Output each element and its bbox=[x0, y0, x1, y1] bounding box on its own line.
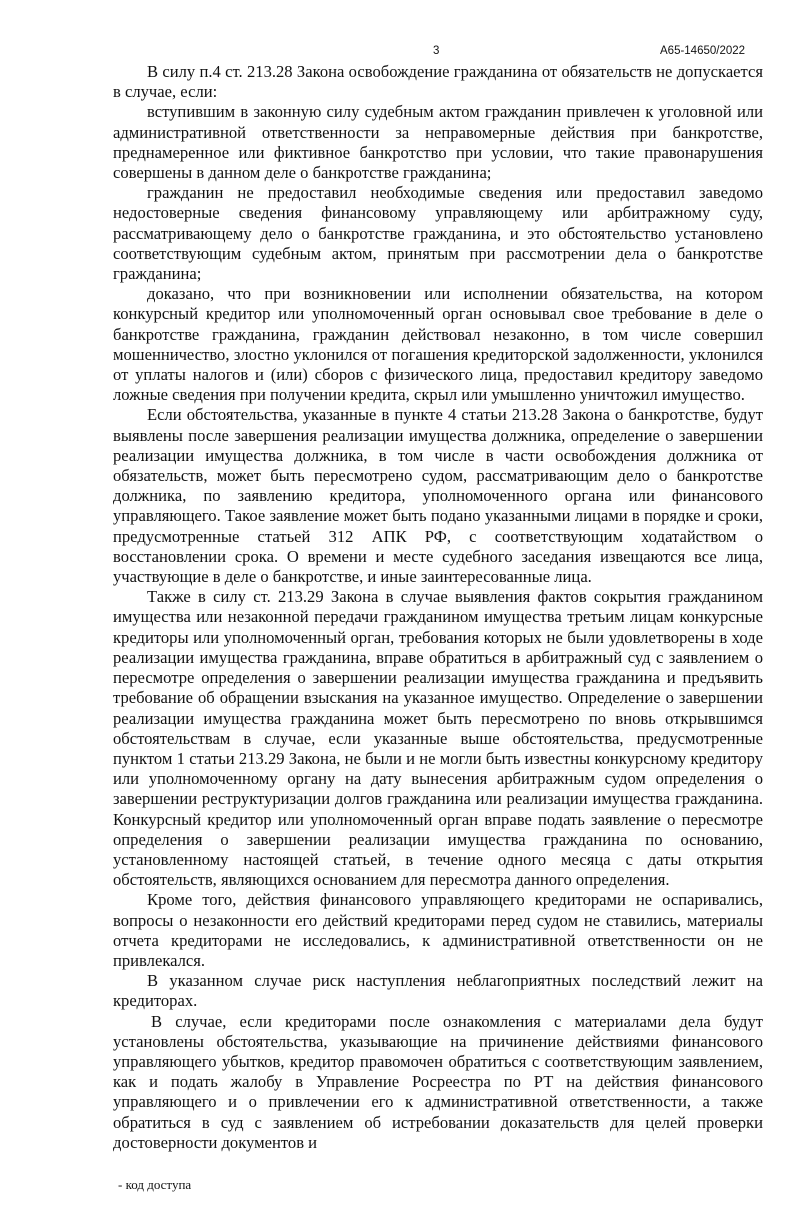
paragraph: В силу п.4 ст. 213.28 Закона освобождение гражданина от обязательств не допускается в случае, если: bbox=[113, 62, 763, 102]
page-number: 3 bbox=[433, 45, 440, 57]
document-body bbox=[113, 62, 763, 1153]
footer-note: - код доступа bbox=[118, 1176, 192, 1192]
paragraph: В указанном случае риск наступления неблагоприятных последствий лежит на кредиторах. bbox=[113, 971, 763, 1011]
paragraph: Кроме того, действия финансового управляющего кредиторами не оспаривались, вопросы о незаконности его действий кредиторами перед судом не ставились, материалы отчета кредиторами не исследовались, к административной ответственности он не привлекался. bbox=[113, 890, 763, 970]
paragraph: доказано, что при возникновении или исполнении обязательства, на котором конкурсный кредитор или уполномоченный орган основывал свое требование в деле о банкротстве гражданина, гражданин действовал незаконно, в том числе совершил мошенничество, злостно уклонился от погашения кредиторской задолженности, уклонился от уплаты налогов и (или) сборов с физического лица, предоставил кредитору заведомо ложные сведения при получении кредита, скрыл или умышленно уничтожил имущество. bbox=[113, 284, 763, 405]
paragraph: вступившим в законную силу судебным актом гражданин привлечен к уголовной или административной ответственности за неправомерные действия при банкротстве, преднамеренное или фиктивное банкротство при условии, что такие правонарушения совершены в данном деле о банкротстве гражданина; bbox=[113, 102, 763, 183]
page-header bbox=[0, 44, 800, 60]
paragraph: Если обстоятельства, указанные в пункте 4 статьи 213.28 Закона о банкротстве, будут выявлены после завершения реализации имущества должника, определение о завершении реализации имущества должника, в том числе в части освобождения должника от обязательств, может быть пересмотрено судом, рассматривающим дело о банкротстве должника, по заявлению кредитора, уполномоченного органа или финансового управляющего. Такое заявление может быть подано указанными лицами в порядке и сроки, предусмотренные статьей 312 АПК РФ, с соответствующим ходатайством о восстановлении срока. О времени и месте судебного заседания извещаются все лица, участвующие в деле о банкротстве, и иные заинтересованные лица. bbox=[113, 405, 763, 587]
paragraph: гражданин не предоставил необходимые сведения или предоставил заведомо недостоверные сведения финансовому управляющему или арбитражному суду, рассматривающему дело о банкротстве гражданина, и это обстоятельство установлено соответствующим судебным актом, принятым при рассмотрении дела о банкротстве гражданина; bbox=[113, 183, 763, 284]
paragraph: Также в силу ст. 213.29 Закона в случае выявления фактов сокрытия гражданином имущества или незаконной передачи гражданином имущества третьим лицам конкурсные кредиторы или уполномоченный орган, требования которых не были удовлетворены в ходе реализации имущества гражданина, вправе обратиться в арбитражный суд с заявлением о пересмотре определения о завершении реализации имущества гражданина и предъявить требование об обращении взыскания на указанное имущество. Определение о завершении реализации имущества гражданина может быть пересмотрено по вновь открывшимся обстоятельствам в случае, если указанные выше обстоятельства, предусмотренные пунктом 1 статьи 213.29 Закона, не были и не могли быть известны конкурсному кредитору или уполномоченному органу на дату вынесения арбитражным судом определения о завершении реструктуризации долгов гражданина или реализации имущества гражданина. Конкурсный кредитор или уполномоченный орган вправе подать заявление о пересмотре определения о завершении реализации имущества гражданина по основанию, установленному настоящей статьей, в течение одного месяца с даты открытия обстоятельств, являющихся основанием для пересмотра данного определения. bbox=[113, 587, 763, 890]
case-number: А65-14650/2022 bbox=[660, 45, 746, 57]
paragraph: В случае, если кредиторами после ознакомления с материалами дела будут установлены обстоятельства, указывающие на причинение действиями финансового управляющего убытков, кредитор правомочен обратиться с соответствующим заявлением, как и подать жалобу в Управление Росреестра по РТ на действия финансового управляющего и о привлечении его к административной ответственности, а также обратиться в суд с заявлением об истребовании доказательств для целей проверки достоверности документов и bbox=[113, 1011, 763, 1152]
page-footer bbox=[0, 1177, 800, 1217]
